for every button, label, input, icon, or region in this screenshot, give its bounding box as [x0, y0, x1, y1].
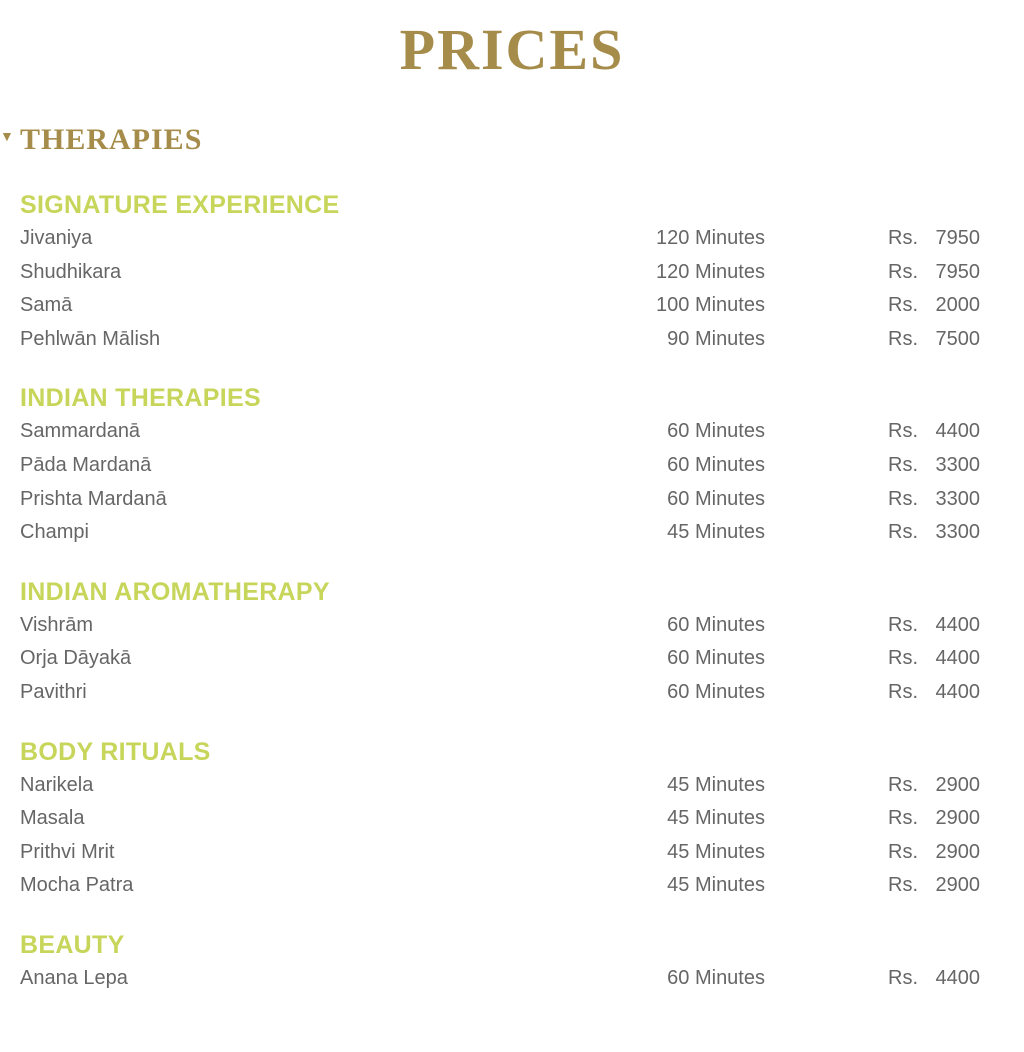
price-amount: 4400 — [935, 420, 980, 443]
price-row — [20, 769, 980, 803]
treatment-duration: 45 Minutes — [667, 773, 765, 796]
category-section — [20, 577, 980, 710]
price-amount: 7500 — [935, 327, 980, 350]
currency-label: Rs. — [888, 840, 918, 863]
treatment-duration: 45 Minutes — [667, 874, 765, 897]
treatment-name: Prishta Mardanā — [20, 487, 167, 510]
treatment-name: Pāda Mardanā — [20, 453, 152, 476]
price-amount: 4400 — [935, 647, 980, 670]
currency-label: Rs. — [888, 420, 918, 443]
price-row — [20, 483, 980, 517]
price-row — [20, 289, 980, 323]
treatment-duration: 60 Minutes — [667, 420, 765, 443]
treatment-name: Sammardanā — [20, 420, 141, 443]
price-amount: 2000 — [935, 294, 980, 317]
price-amount: 2900 — [935, 874, 980, 897]
currency-label: Rs. — [888, 260, 918, 283]
currency-label: Rs. — [888, 227, 918, 249]
price-amount: 4400 — [935, 613, 980, 636]
category-section — [20, 737, 980, 903]
section-heading-therapies — [0, 120, 202, 158]
treatment-duration: 60 Minutes — [667, 647, 765, 670]
price-row — [20, 836, 980, 870]
treatment-duration: 90 Minutes — [667, 327, 765, 350]
currency-label: Rs. — [888, 680, 918, 703]
treatment-duration: 120 Minutes — [656, 227, 765, 249]
treatment-name: Samā — [20, 294, 73, 317]
price-row — [20, 449, 980, 483]
price-amount: 3300 — [935, 487, 980, 510]
treatment-name: Champi — [20, 521, 89, 544]
price-row — [20, 676, 980, 710]
treatment-duration: 60 Minutes — [667, 487, 765, 510]
category-title: SIGNATURE EXPERIENCE — [20, 191, 340, 219]
currency-label: Rs. — [888, 453, 918, 476]
currency-label: Rs. — [888, 773, 918, 796]
price-amount: 7950 — [935, 227, 980, 249]
treatment-name: Masala — [20, 807, 85, 830]
price-row — [20, 869, 980, 903]
currency-label: Rs. — [888, 647, 918, 670]
treatment-duration: 100 Minutes — [656, 294, 765, 317]
price-row — [20, 222, 980, 256]
category-title: INDIAN AROMATHERAPY — [20, 577, 330, 606]
treatment-name: Narikela — [20, 773, 94, 796]
section-heading-label: THERAPIES — [20, 123, 203, 156]
treatment-name: Mocha Patra — [20, 874, 134, 897]
price-row — [20, 256, 980, 290]
price-row — [20, 323, 980, 357]
currency-label: Rs. — [888, 521, 918, 544]
category-section — [20, 190, 980, 356]
treatment-duration: 120 Minutes — [656, 260, 765, 283]
currency-label: Rs. — [888, 807, 918, 830]
treatment-duration: 45 Minutes — [667, 840, 765, 863]
treatment-duration: 60 Minutes — [667, 966, 765, 989]
price-amount: 2900 — [935, 807, 980, 830]
treatment-name: Prithvi Mrit — [20, 840, 115, 863]
price-amount: 4400 — [935, 680, 980, 703]
treatment-name: Orja Dāyakā — [20, 647, 132, 670]
price-amount: 3300 — [935, 453, 980, 476]
price-amount: 7950 — [935, 260, 980, 283]
currency-label: Rs. — [888, 294, 918, 317]
price-row — [20, 802, 980, 836]
category-title: BEAUTY — [20, 930, 125, 959]
price-row — [20, 516, 980, 550]
price-amount: 2900 — [935, 773, 980, 796]
treatment-name: Pavithri — [20, 680, 87, 703]
currency-label: Rs. — [888, 327, 918, 350]
treatment-duration: 60 Minutes — [667, 613, 765, 636]
treatment-name: Anana Lepa — [20, 966, 128, 989]
price-row — [20, 609, 980, 643]
price-amount: 2900 — [935, 840, 980, 863]
currency-label: Rs. — [888, 966, 918, 989]
treatment-name: Jivaniya — [20, 227, 93, 249]
chevron-down-icon: ▼ — [0, 130, 15, 145]
category-title: INDIAN THERAPIES — [20, 384, 261, 413]
category-section — [20, 383, 980, 549]
category-section — [20, 930, 980, 996]
price-list — [20, 190, 980, 1023]
price-row — [20, 642, 980, 676]
treatment-duration: 60 Minutes — [667, 680, 765, 703]
category-title: BODY RITUALS — [20, 737, 211, 766]
currency-label: Rs. — [888, 613, 918, 636]
price-amount: 3300 — [935, 521, 980, 544]
price-row — [20, 962, 980, 996]
page-title: PRICES — [399, 17, 625, 82]
treatment-duration: 45 Minutes — [667, 521, 765, 544]
currency-label: Rs. — [888, 487, 918, 510]
treatment-name: Vishrām — [20, 613, 93, 636]
currency-label: Rs. — [888, 874, 918, 897]
treatment-name: Shudhikara — [20, 260, 122, 283]
price-amount: 4400 — [935, 966, 980, 989]
treatment-duration: 45 Minutes — [667, 807, 765, 830]
treatment-name: Pehlwān Mālish — [20, 327, 161, 350]
price-row — [20, 415, 980, 449]
treatment-duration: 60 Minutes — [667, 453, 765, 476]
